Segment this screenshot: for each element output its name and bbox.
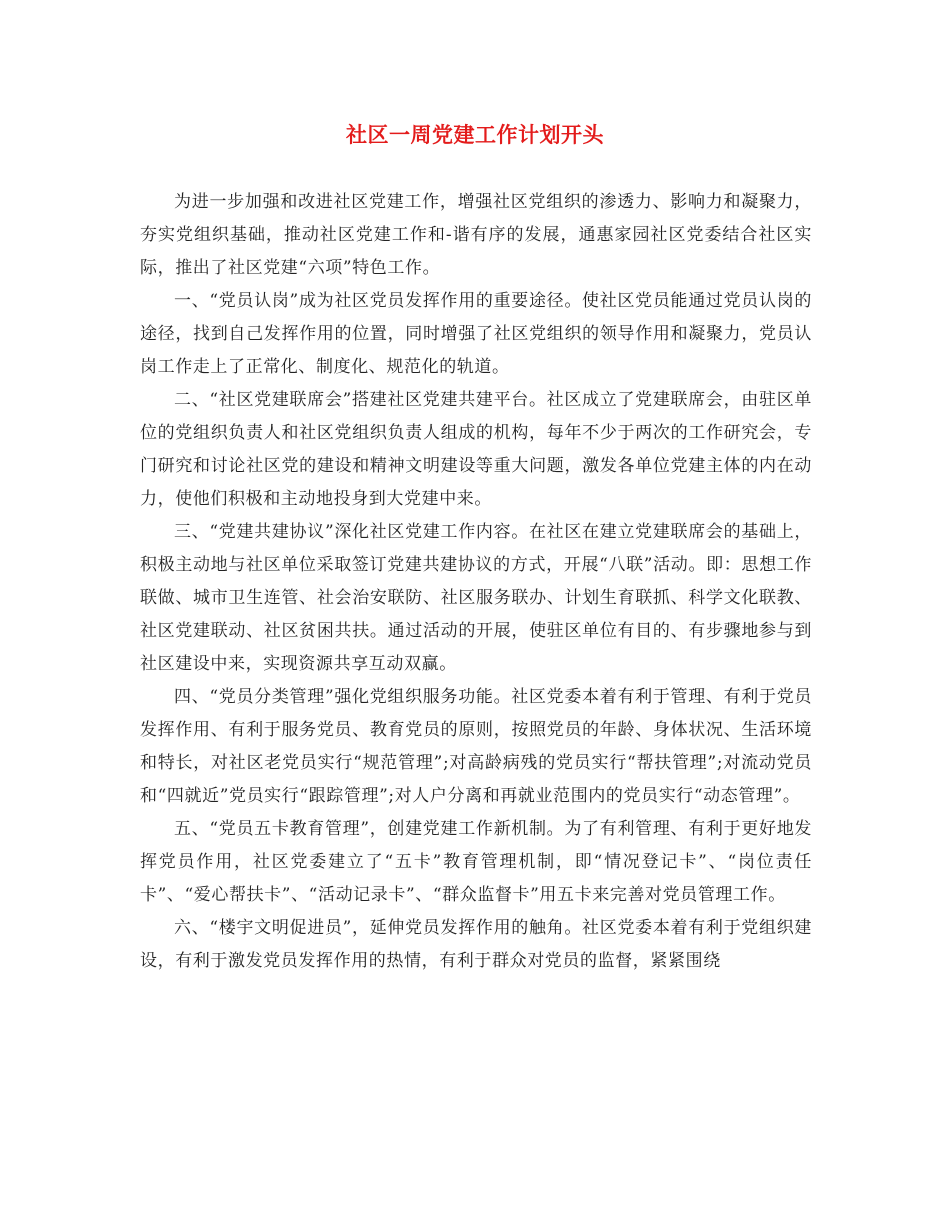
document-body	[140, 186, 812, 978]
paragraph-item-2: 二、“社区党建联席会”搭建社区党建共建平台。社区成立了党建联席会，由驻区单位的党组织负责人和社区党组织负责人组成的机构，每年不少于两次的工作研究会，专门研究和讨论社区党的建设和精神文明建设等重大问题，激发各单位党建主体的内在动力，使他们积极和主动地投身到大党建中来。	[140, 390, 812, 509]
paragraph-item-6: 六、“楼宇文明促进员”，延伸党员发挥作用的触角。社区党委本着有利于党组织建设，有利于激发党员发挥作用的热情，有利于群众对党员的监督，紧紧围绕	[140, 918, 812, 971]
paragraph-item-3: 三、“党建共建协议”深化社区党建工作内容。在社区在建立党建联席会的基础上，积极主动地与社区单位采取签订党建共建协议的方式，开展“八联”活动。即：思想工作联做、城市卫生连管、社会治安联防、社区服务联办、计划生育联抓、科学文化联教、社区党建联动、社区贫困共扶。通过活动的开展，使驻区单位有目的、有步骤地参与到社区建设中来，实现资源共享互动双赢。	[140, 522, 812, 674]
paragraph-intro: 为进一步加强和改进社区党建工作，增强社区党组织的渗透力、影响力和凝聚力，夯实党组织基础，推动社区党建工作和-谐有序的发展，通惠家园社区党委结合社区实际，推出了社区党建“六项”特色工作。	[140, 192, 812, 278]
paragraph-item-5: 五、“党员五卡教育管理”，创建党建工作新机制。为了有利管理、有利于更好地发挥党员作用，社区党委建立了“五卡”教育管理机制，即“情况登记卡”、“岗位责任卡”、“爱心帮扶卡”、“活动记录卡”、“群众监督卡”用五卡来完善对党员管理工作。	[140, 819, 812, 905]
paragraph-item-4: 四、“党员分类管理”强化党组织服务功能。社区党委本着有利于管理、有利于党员发挥作用、有利于服务党员、教育党员的原则，按照党员的年龄、身体状况、生活环境和特长，对社区老党员实行“规范管理”;对高龄病残的党员实行“帮扶管理”;对流动党员和“四就近”党员实行“跟踪管理”;对人户分离和再就业范围内的党员实行“动态管理”。	[140, 687, 812, 806]
paragraph-item-1: 一、“党员认岗”成为社区党员发挥作用的重要途径。使社区党员能通过党员认岗的途径，找到自己发挥作用的位置，同时增强了社区党组织的领导作用和凝聚力，党员认岗工作走上了正常化、制度化、规范化的轨道。	[140, 291, 812, 377]
document-title: 社区一周党建工作计划开头	[346, 122, 604, 147]
